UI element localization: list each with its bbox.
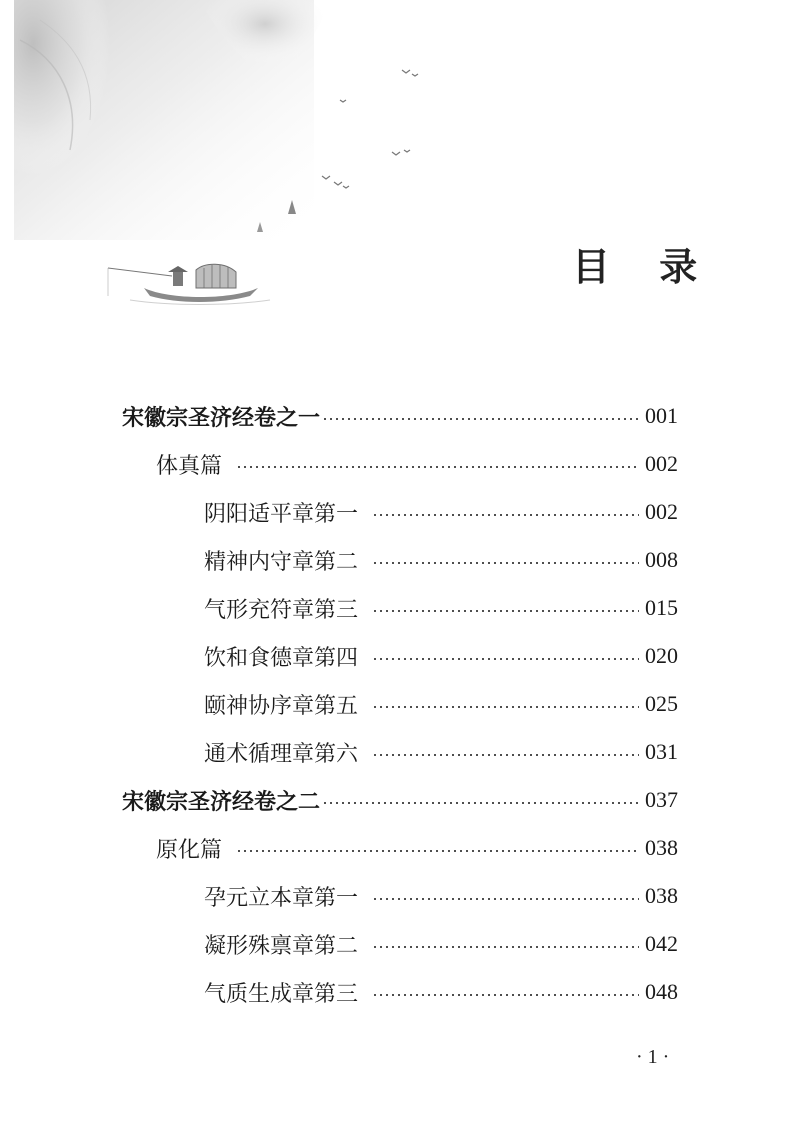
toc-dot-leader: [372, 658, 639, 660]
toc-entry-label: 孕元立本章第一: [204, 885, 359, 911]
toc-dot-leader: [372, 514, 639, 516]
toc-entry[interactable]: [204, 728, 678, 776]
toc-dot-leader: [372, 898, 639, 900]
toc-entry[interactable]: [156, 824, 678, 872]
toc-entry-page: 002: [645, 499, 678, 524]
toc-entry-label: 饮和食德章第四: [204, 645, 359, 671]
toc-entry-page: 008: [645, 547, 678, 572]
toc-entry-label: 精神内守章第二: [204, 549, 359, 575]
toc-dot-leader: [236, 466, 639, 468]
toc-entry[interactable]: [122, 776, 678, 824]
toc-dot-leader: [322, 418, 639, 420]
toc-entry-label: 凝形殊禀章第二: [204, 933, 359, 959]
toc-entry[interactable]: [204, 920, 678, 968]
toc-dot-leader: [372, 706, 639, 708]
toc-entry-page: 025: [645, 691, 678, 716]
toc-dot-leader: [372, 994, 639, 996]
toc-entry[interactable]: [204, 872, 678, 920]
toc-entry[interactable]: [204, 968, 678, 1016]
landscape-boat-illustration: [0, 0, 440, 320]
toc-entry[interactable]: [204, 632, 678, 680]
toc-dot-leader: [372, 610, 639, 612]
page-title: 目 录: [572, 245, 716, 289]
toc-entry-label: 气质生成章第三: [204, 981, 359, 1007]
toc-entry[interactable]: [204, 680, 678, 728]
toc-entry-page: 042: [645, 931, 678, 956]
toc-entry-page: 038: [645, 883, 678, 908]
toc-entry-label: 阴阳适平章第一: [204, 501, 359, 527]
toc-entry[interactable]: [204, 536, 678, 584]
toc-entry-label: 气形充符章第三: [204, 597, 359, 623]
toc-dot-leader: [322, 802, 639, 804]
toc-entry-label: 颐神协序章第五: [204, 693, 359, 719]
toc-entry-label: 体真篇: [156, 453, 223, 479]
toc-entry-page: 038: [645, 835, 678, 860]
toc-entry-page: 001: [645, 403, 678, 428]
toc-entry[interactable]: [204, 584, 678, 632]
page-number: · 1 ·: [636, 1046, 670, 1068]
toc-entry-page: 048: [645, 979, 678, 1004]
toc-entry-page: 002: [645, 451, 678, 476]
toc-entry-label: 通术循理章第六: [204, 741, 359, 767]
toc-entry-label: 原化篇: [156, 837, 223, 863]
toc-entry-page: 037: [645, 787, 678, 812]
toc-dot-leader: [372, 946, 639, 948]
toc-entry-label: 宋徽宗圣济经卷之二: [122, 789, 321, 815]
toc-entry-page: 020: [645, 643, 678, 668]
toc-entry-label: 宋徽宗圣济经卷之一: [122, 405, 321, 431]
toc-entry[interactable]: [122, 392, 678, 440]
toc-entry-page: 015: [645, 595, 678, 620]
toc-entry[interactable]: [204, 488, 678, 536]
toc-dot-leader: [372, 754, 639, 756]
toc-entry-page: 031: [645, 739, 678, 764]
toc-entry[interactable]: [156, 440, 678, 488]
toc-dot-leader: [372, 562, 639, 564]
toc-dot-leader: [236, 850, 639, 852]
